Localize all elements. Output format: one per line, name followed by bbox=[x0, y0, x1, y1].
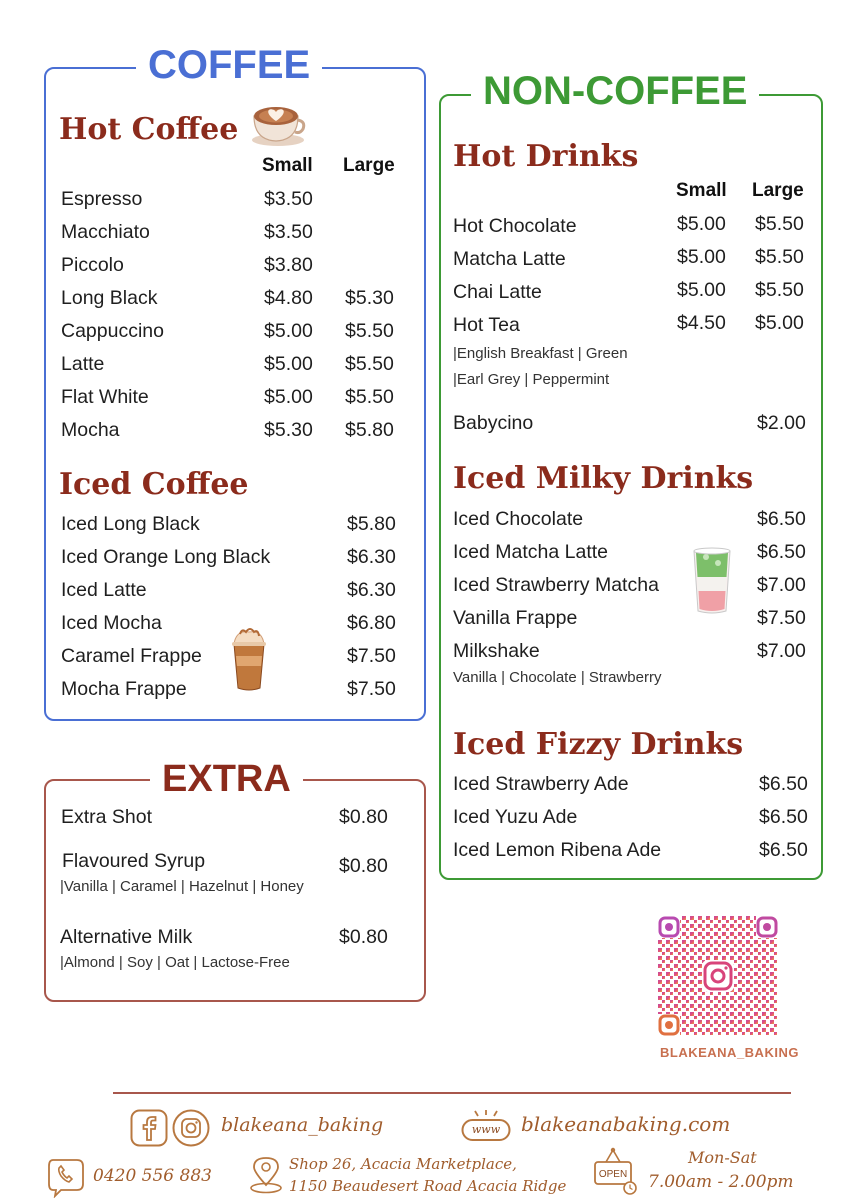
qr-label: BLAKEANA_BAKING bbox=[660, 1045, 799, 1060]
iced-fizzy-price: $6.50 bbox=[759, 773, 808, 795]
iced-fizzy-item-name: Iced Strawberry Ade bbox=[453, 773, 629, 795]
facebook-icon[interactable] bbox=[130, 1109, 168, 1147]
website-www-icon bbox=[461, 1110, 511, 1144]
babycino-name: Babycino bbox=[453, 412, 534, 434]
hot-coffee-small-price: $3.80 bbox=[264, 254, 313, 276]
hot-coffee-small-price: $4.80 bbox=[264, 287, 313, 309]
hot-coffee-large-price: $5.50 bbox=[345, 353, 394, 375]
iced-milky-price: $7.00 bbox=[757, 574, 806, 596]
hot-coffee-item-name: Espresso bbox=[61, 188, 143, 210]
iced-strawberry-matcha-icon bbox=[690, 543, 734, 615]
hot-drinks-large-price: $5.50 bbox=[755, 246, 804, 268]
iced-milky-item-name: Iced Strawberry Matcha bbox=[453, 574, 659, 596]
extra-item-name: Flavoured Syrup bbox=[62, 850, 206, 872]
iced-coffee-price: $6.30 bbox=[347, 546, 396, 568]
opening-days: Mon-Sat bbox=[688, 1148, 757, 1167]
hot-drinks-small-price: $5.00 bbox=[677, 213, 726, 235]
iced-coffee-item-name: Mocha Frappe bbox=[61, 678, 187, 700]
iced-milky-drinks-heading: Iced Milky Drinks bbox=[453, 461, 754, 496]
hot-drinks-heading: Hot Drinks bbox=[453, 139, 639, 174]
hot-coffee-large-price: $5.50 bbox=[345, 386, 394, 408]
hot-drinks-small-header: Small bbox=[676, 180, 727, 201]
open-sign-text: OPEN bbox=[598, 1169, 628, 1180]
hot-coffee-large-price: $5.30 bbox=[345, 287, 394, 309]
extra-price: $0.80 bbox=[339, 926, 388, 948]
iced-coffee-item-name: Caramel Frappe bbox=[61, 645, 202, 667]
extra-price: $0.80 bbox=[339, 855, 388, 877]
hot-coffee-item-name: Piccolo bbox=[61, 254, 124, 276]
extra-price: $0.80 bbox=[339, 806, 388, 828]
syrup-options-note: |Vanilla | Caramel | Hazelnut | Honey bbox=[60, 878, 304, 895]
iced-coffee-item-name: Iced Orange Long Black bbox=[61, 546, 271, 568]
latte-art-cup-icon bbox=[248, 100, 308, 148]
milk-options-note: |Almond | Soy | Oat | Lactose-Free bbox=[60, 954, 290, 971]
iced-coffee-price: $6.80 bbox=[347, 612, 396, 634]
hot-coffee-large-price: $5.80 bbox=[345, 419, 394, 441]
iced-milky-item-name: Vanilla Frappe bbox=[453, 607, 578, 629]
iced-coffee-price: $7.50 bbox=[347, 678, 396, 700]
iced-milky-price: $7.50 bbox=[757, 607, 806, 629]
iced-milky-item-name: Iced Chocolate bbox=[453, 508, 584, 530]
hot-coffee-small-price: $5.30 bbox=[264, 419, 313, 441]
address-line-2: 1150 Beaudesert Road Acacia Ridge bbox=[289, 1177, 567, 1195]
iced-fizzy-price: $6.50 bbox=[759, 839, 808, 861]
hot-drinks-small-price: $5.00 bbox=[677, 246, 726, 268]
hot-coffee-large-price: $5.50 bbox=[345, 320, 394, 342]
website-badge-text: www bbox=[471, 1123, 501, 1136]
hot-coffee-small-price: $5.00 bbox=[264, 320, 313, 342]
hot-coffee-item-name: Long Black bbox=[61, 287, 158, 309]
hot-drinks-item-name: Matcha Latte bbox=[453, 248, 566, 270]
hot-coffee-small-price: $5.00 bbox=[264, 386, 313, 408]
milkshake-flavours-note: Vanilla | Chocolate | Strawberry bbox=[453, 669, 662, 686]
address-line-1: Shop 26, Acacia Marketplace, bbox=[289, 1155, 517, 1173]
hot-coffee-item-name: Mocha bbox=[61, 419, 120, 441]
iced-coffee-price: $6.30 bbox=[347, 579, 396, 601]
hot-drinks-large-price: $5.00 bbox=[755, 312, 804, 334]
hot-drinks-large-price: $5.50 bbox=[755, 213, 804, 235]
instagram-qr-code[interactable] bbox=[658, 916, 778, 1036]
hot-coffee-small-price: $3.50 bbox=[264, 188, 313, 210]
hot-coffee-large-header: Large bbox=[343, 155, 395, 176]
iced-milky-price: $6.50 bbox=[757, 541, 806, 563]
extra-item-name: Alternative Milk bbox=[60, 926, 193, 948]
iced-fizzy-drinks-heading: Iced Fizzy Drinks bbox=[453, 727, 744, 762]
location-pin-icon bbox=[248, 1155, 284, 1195]
extra-item-name: Extra Shot bbox=[61, 806, 153, 828]
iced-coffee-item-name: Iced Long Black bbox=[61, 513, 200, 535]
hot-drinks-item-name: Hot Tea bbox=[453, 314, 520, 336]
opening-hours: 7.00am - 2.00pm bbox=[648, 1172, 794, 1192]
instagram-icon[interactable] bbox=[172, 1109, 210, 1147]
iced-fizzy-item-name: Iced Lemon Ribena Ade bbox=[453, 839, 662, 861]
iced-milky-item-name: Iced Matcha Latte bbox=[453, 541, 609, 563]
hot-drinks-small-price: $4.50 bbox=[677, 312, 726, 334]
tea-options-note: |Earl Grey | Peppermint bbox=[453, 371, 610, 388]
hot-coffee-item-name: Cappuccino bbox=[61, 320, 164, 342]
hot-drinks-large-price: $5.50 bbox=[755, 279, 804, 301]
phone-number[interactable]: 0420 556 883 bbox=[93, 1166, 212, 1186]
hot-drinks-small-price: $5.00 bbox=[677, 279, 726, 301]
non-coffee-title: NON-COFFEE bbox=[471, 71, 759, 111]
iced-milky-price: $7.00 bbox=[757, 640, 806, 662]
website-link[interactable]: blakeanabaking.com bbox=[521, 1112, 731, 1136]
iced-coffee-cup-icon bbox=[226, 626, 272, 692]
hot-coffee-item-name: Latte bbox=[61, 353, 105, 375]
extra-title: EXTRA bbox=[150, 760, 303, 798]
coffee-title: COFFEE bbox=[136, 45, 322, 85]
iced-milky-item-name: Milkshake bbox=[453, 640, 540, 662]
iced-coffee-item-name: Iced Latte bbox=[61, 579, 147, 601]
hot-drinks-item-name: Chai Latte bbox=[453, 281, 542, 303]
footer-divider bbox=[113, 1092, 791, 1094]
hot-coffee-small-header: Small bbox=[262, 155, 313, 176]
hot-drinks-large-header: Large bbox=[752, 180, 804, 201]
social-handle[interactable]: blakeana_baking bbox=[221, 1114, 384, 1136]
iced-fizzy-price: $6.50 bbox=[759, 806, 808, 828]
iced-milky-price: $6.50 bbox=[757, 508, 806, 530]
iced-coffee-price: $5.80 bbox=[347, 513, 396, 535]
babycino-price: $2.00 bbox=[757, 412, 806, 434]
iced-fizzy-item-name: Iced Yuzu Ade bbox=[453, 806, 578, 828]
hot-coffee-small-price: $5.00 bbox=[264, 353, 313, 375]
hot-coffee-heading: Hot Coffee bbox=[59, 112, 239, 147]
tea-options-note: |English Breakfast | Green bbox=[453, 345, 628, 362]
hot-coffee-item-name: Macchiato bbox=[61, 221, 150, 243]
iced-coffee-heading: Iced Coffee bbox=[59, 467, 249, 502]
iced-coffee-price: $7.50 bbox=[347, 645, 396, 667]
iced-coffee-item-name: Iced Mocha bbox=[61, 612, 162, 634]
open-sign-icon bbox=[592, 1146, 638, 1198]
phone-icon bbox=[47, 1158, 85, 1198]
hot-coffee-item-name: Flat White bbox=[61, 386, 149, 408]
hot-coffee-small-price: $3.50 bbox=[264, 221, 313, 243]
hot-drinks-item-name: Hot Chocolate bbox=[453, 215, 577, 237]
